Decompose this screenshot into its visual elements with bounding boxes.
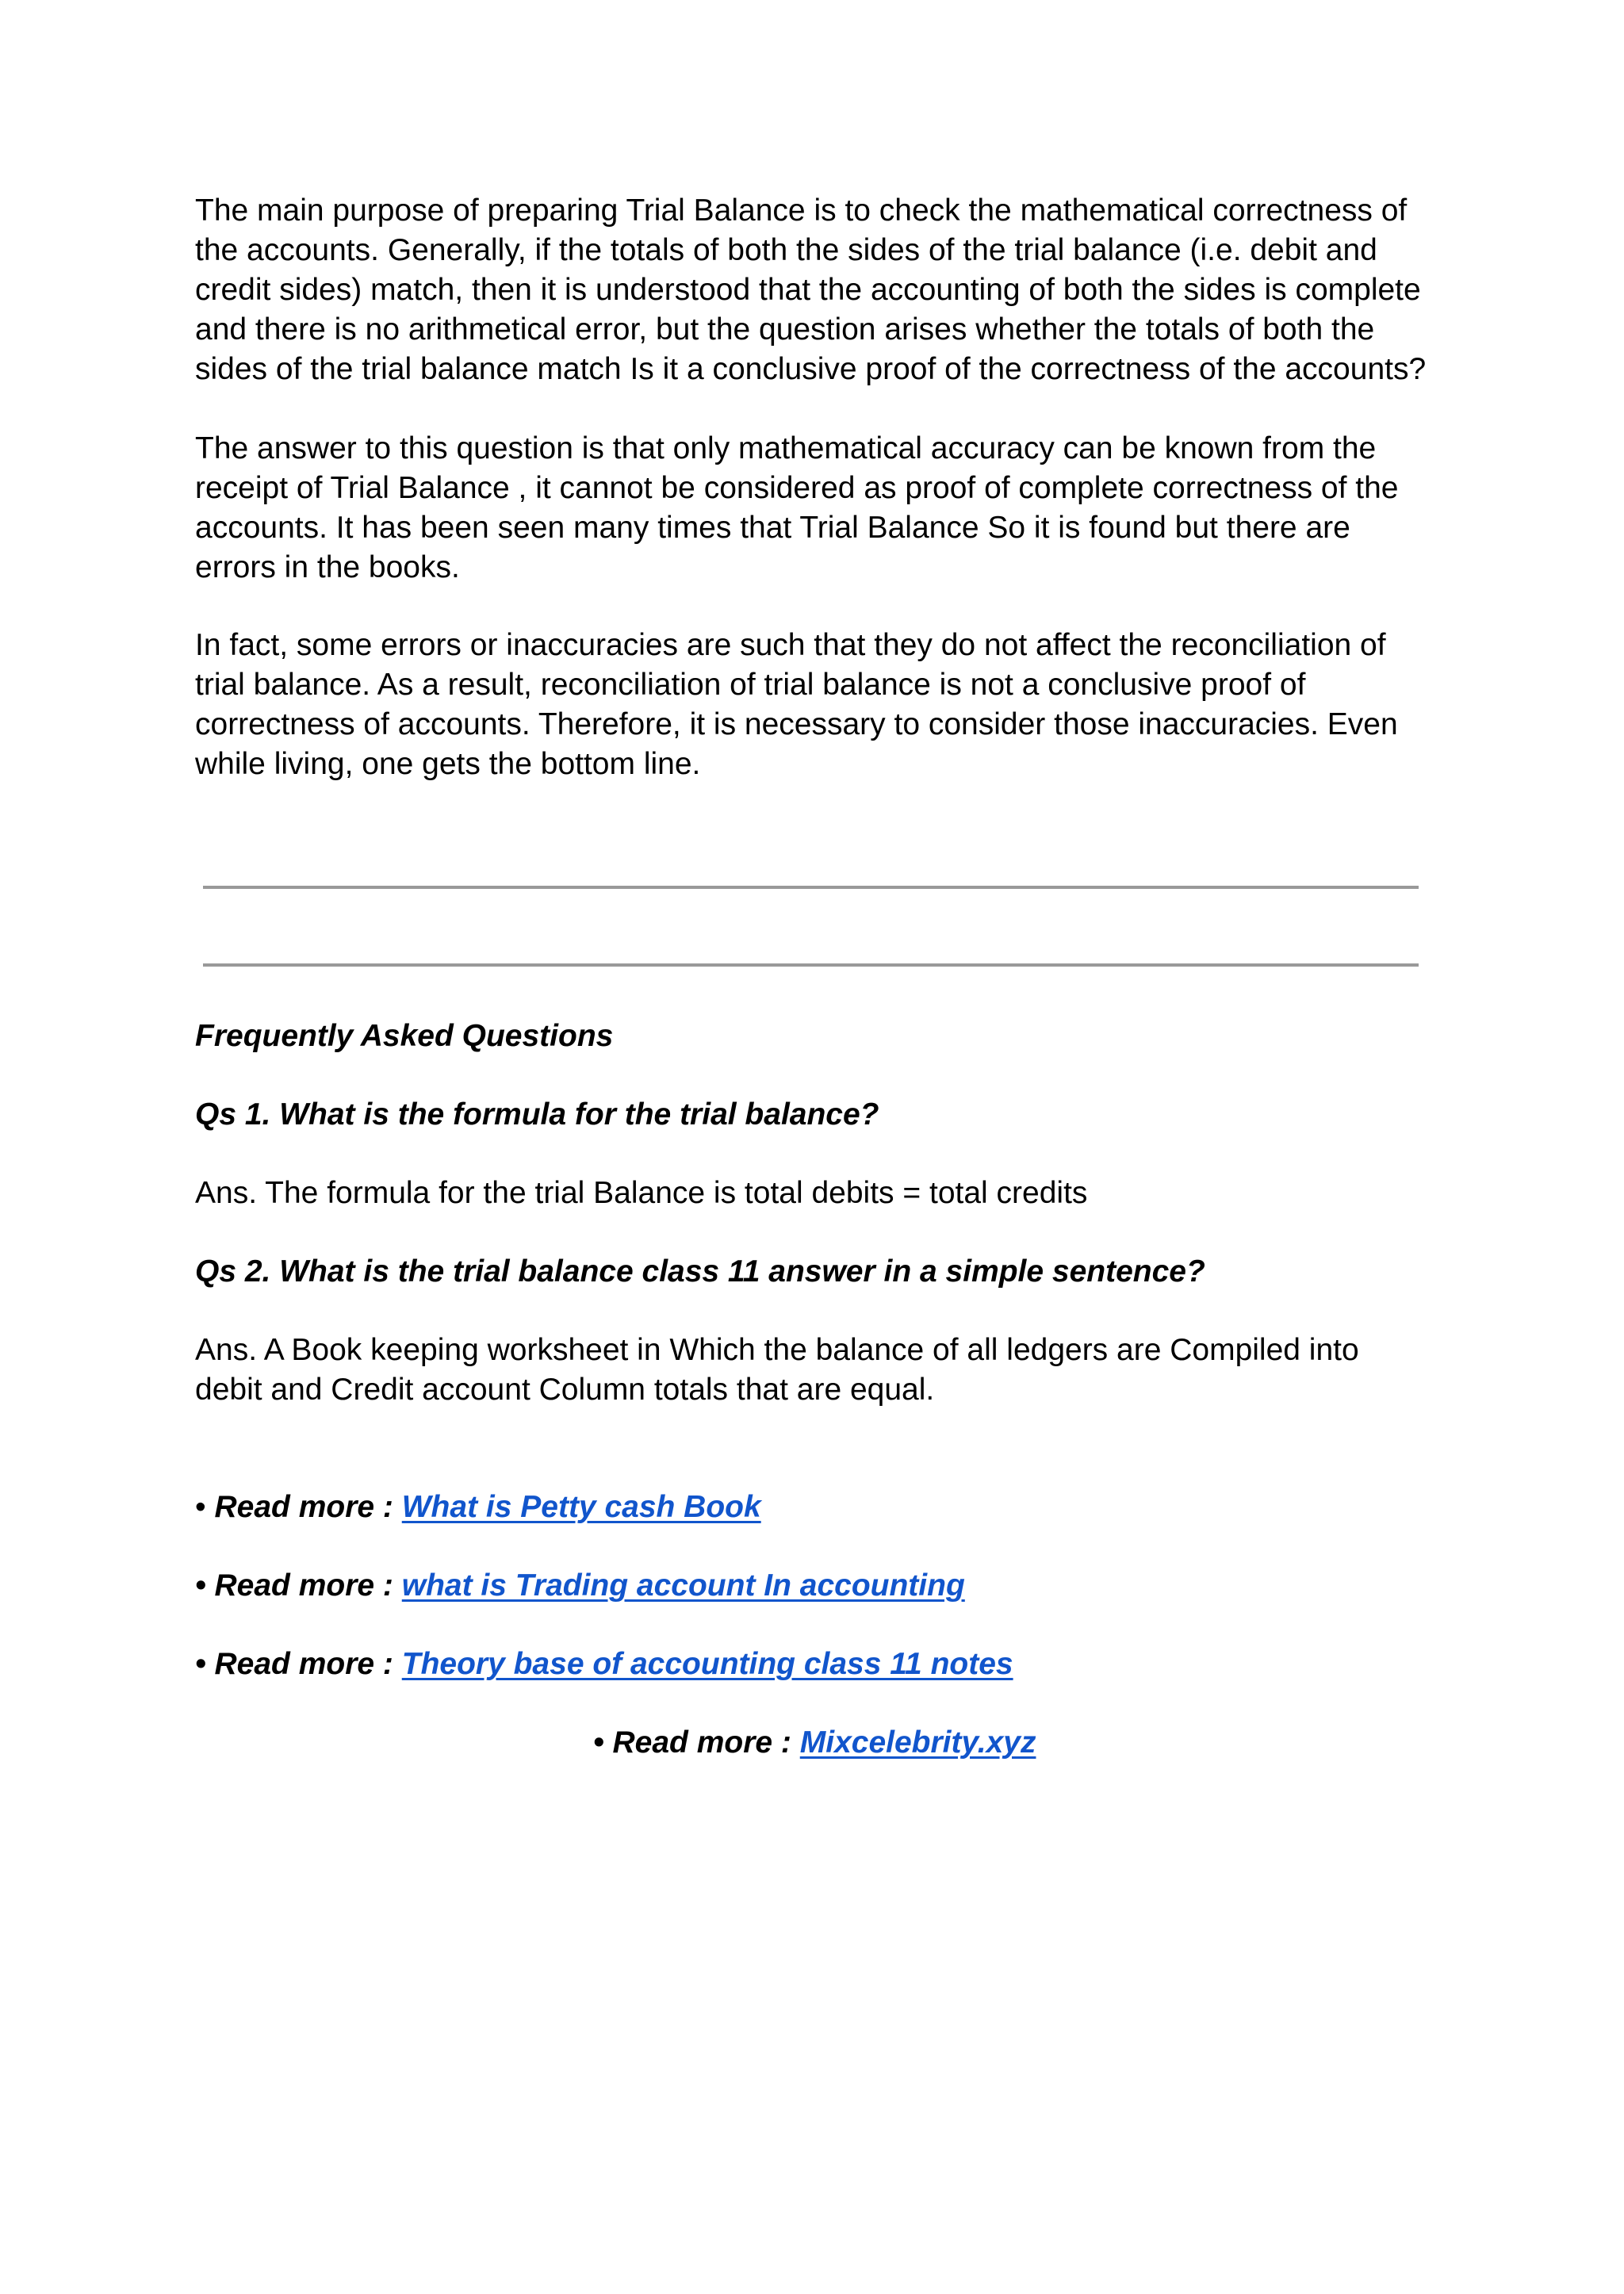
bullet: • xyxy=(593,1725,604,1760)
link-trading-account[interactable]: what is Trading account In accounting xyxy=(401,1568,965,1603)
read-more-item xyxy=(593,1723,1036,1763)
read-more-item xyxy=(195,1645,1013,1684)
read-more-item xyxy=(195,1488,761,1527)
faq-question-2: Qs 2. What is the trial balance class 11 answer in a simple sentence? xyxy=(195,1254,1205,1289)
link-theory-base-accounting[interactable]: Theory base of accounting class 11 notes xyxy=(401,1647,1013,1681)
read-more-prefix: Read more : xyxy=(214,1647,393,1681)
bullet: • xyxy=(195,1490,206,1524)
read-more-prefix: Read more : xyxy=(214,1568,393,1603)
faq-answer-1: Ans. The formula for the trial Balance is total debits = total credits xyxy=(195,1176,1088,1210)
link-petty-cash-book[interactable]: What is Petty cash Book xyxy=(401,1490,761,1524)
faq-heading: Frequently Asked Questions xyxy=(195,1019,614,1053)
paragraph-errors-inaccuracies: In fact, some errors or inaccuracies are such that they do not affect the reconciliation of trial balance. As a result, reconciliation of trial balance is not a conclusive proof of correctness of accounts. Therefore, it is necessary to consider those inaccuracies. Even while living, one gets the bottom line. xyxy=(195,628,1398,781)
read-more-prefix: Read more : xyxy=(612,1725,791,1760)
read-more-prefix: Read more : xyxy=(214,1490,393,1524)
read-more-item xyxy=(195,1566,965,1606)
horizontal-rule-top xyxy=(203,886,1419,889)
faq-answer-2: Ans. A Book keeping worksheet in Which the balance of all ledgers are Compiled into debit and Credit account Column totals that are equal. xyxy=(195,1333,1359,1407)
horizontal-rule-bottom xyxy=(203,963,1419,967)
link-mixcelebrity[interactable]: Mixcelebrity.xyz xyxy=(799,1725,1036,1760)
bullet: • xyxy=(195,1647,206,1681)
paragraph-trial-balance-purpose: The main purpose of preparing Trial Balance is to check the mathematical correctness of the accounts. Generally, if the totals of both the sides of the trial balance (i.e. debit and credit sides) match, then it is understood that the accounting of both the sides is complete and there is no arithmetical error, but the question arises whether the totals of both the sides of the trial balance match Is it a conclusive proof of the correctness of the accounts? xyxy=(195,193,1427,386)
faq-question-1: Qs 1. What is the formula for the trial balance? xyxy=(195,1097,879,1132)
paragraph-mathematical-accuracy: The answer to this question is that only mathematical accuracy can be known from the receipt of Trial Balance , it cannot be considered as proof of complete correctness of the accounts. It has been seen many times that Trial Balance So it is found but there are errors in the books. xyxy=(195,431,1399,584)
bullet: • xyxy=(195,1568,206,1603)
